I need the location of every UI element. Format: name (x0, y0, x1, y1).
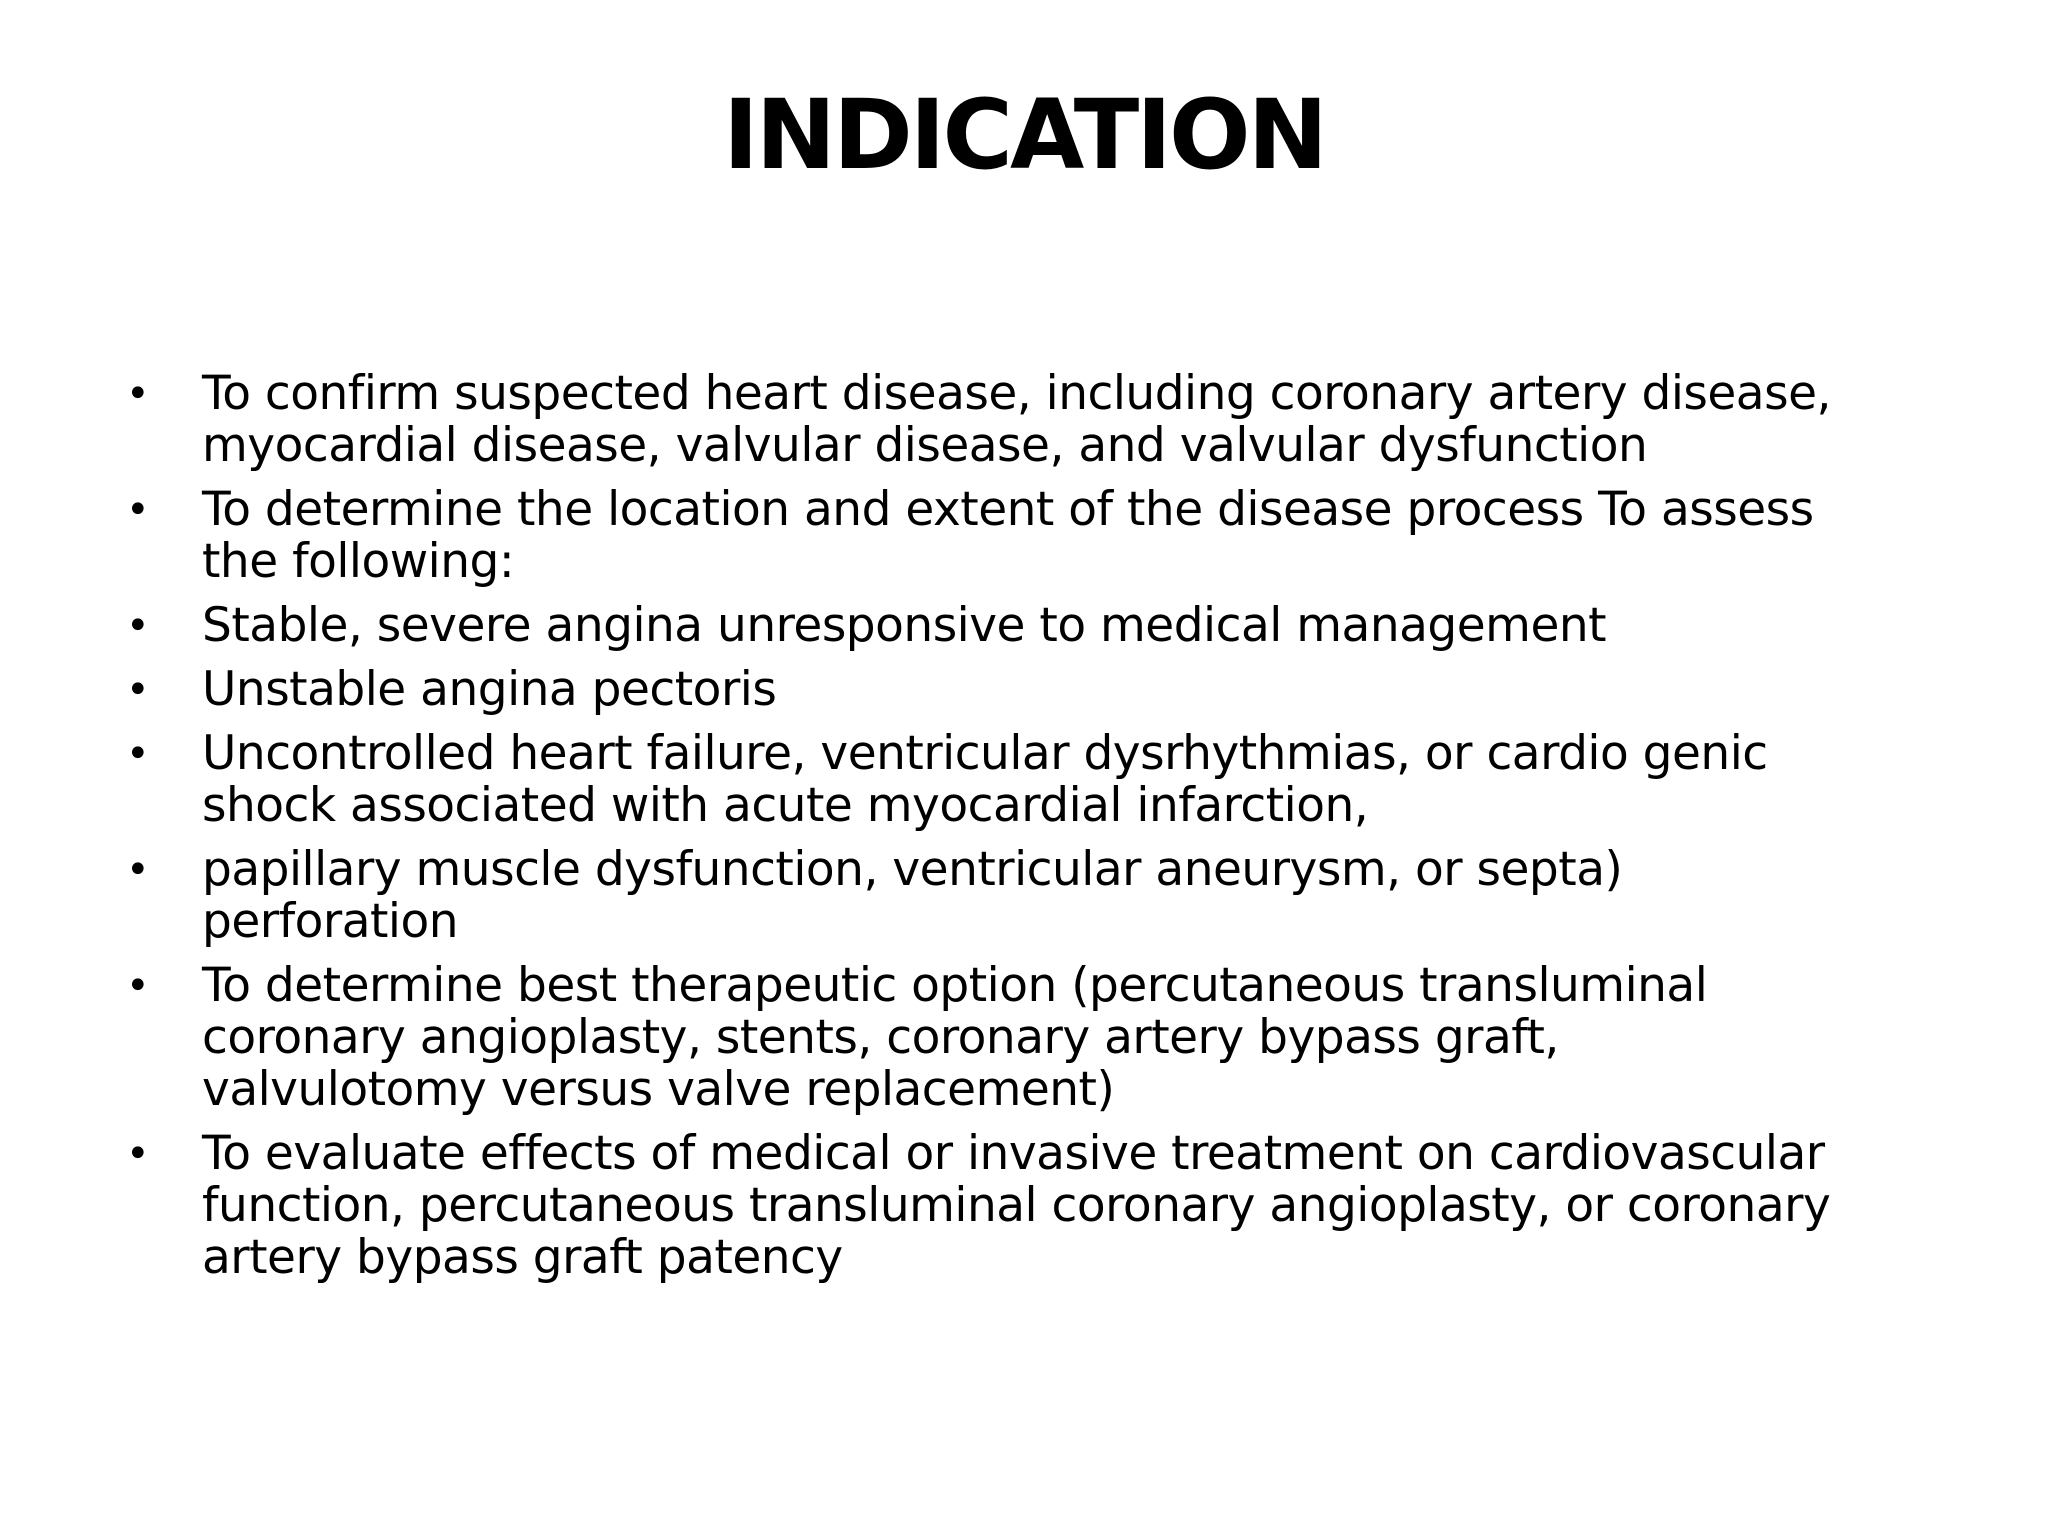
bullet-text: To determine best therapeutic option (percutaneous transluminal coronary angioplasty, stents, coronary artery bypass graft, valvulotomy versus valve replacement) (202, 958, 1708, 1117)
bullet-text: To confirm suspected heart disease, including coronary artery disease, myocardial disease, valvular disease, and valvular dysfunction (202, 366, 1831, 473)
bullet-item (120, 484, 1940, 588)
bullet-text: Uncontrolled heart failure, ventricular dysrhythmias, or cardio genic shock associated with acute myocardial infarction, (202, 726, 1768, 833)
bullet-item (120, 664, 1940, 716)
slide-title: INDICATION (723, 79, 1325, 191)
bullet-dot-icon: • (126, 371, 150, 417)
bullet-item (120, 844, 1940, 948)
bullet-item (120, 960, 1940, 1116)
bullet-dot-icon: • (126, 487, 150, 533)
bullet-text: To evaluate effects of medical or invasive treatment on cardiovascular function, percutaneous transluminal coronary angioplasty, or coronary artery bypass graft patency (202, 1126, 1831, 1285)
bullet-text: Unstable angina pectoris (202, 662, 777, 717)
bullet-item (120, 728, 1940, 832)
bullet-text: Stable, severe angina unresponsive to medical management (202, 598, 1607, 653)
bullet-dot-icon: • (126, 667, 150, 713)
bullet-text: papillary muscle dysfunction, ventricular aneurysm, or septa) perforation (202, 842, 1623, 949)
bullet-dot-icon: • (126, 1131, 150, 1177)
bullet-dot-icon: • (126, 963, 150, 1009)
bullet-dot-icon: • (126, 731, 150, 777)
bullet-item (120, 368, 1940, 472)
bullet-dot-icon: • (126, 847, 150, 893)
bullet-item (120, 1128, 1940, 1284)
bullet-text: To determine the location and extent of the disease process To assess the following: (202, 482, 1814, 589)
bullet-list (120, 368, 1940, 1296)
bullet-dot-icon: • (126, 603, 150, 649)
bullet-item (120, 600, 1940, 652)
